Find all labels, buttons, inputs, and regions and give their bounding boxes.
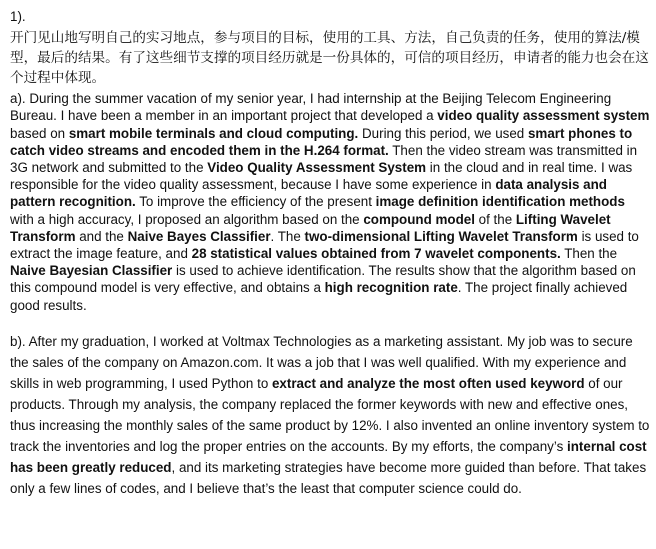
text-run: in the cloud and in real time. I was responsible for the video quality assessment, because I have some experience in [10,160,633,193]
bold-run: Naive Bayesian Classifier [10,263,173,279]
bold-run: 28 statistical values obtained from 7 wavelet components. [191,246,561,262]
text-run: b). After my graduation, I worked at Voltmax Technologies as a marketing assistant. My job was to secure the sales of the company on Amazon.com. It was a job that I was well qualified. With my experience and skills in web programming, I used Python to [10,333,633,391]
text-run: of our products. Through my analysis, the company replaced the former keywords with new and effective ones, thus increasing the monthly sales of the same product by 12%. I also invented an online inventory system to track the inventories and log the proper entries on the accounts. By my efforts, the company’s [10,375,650,454]
text-run: based on [10,125,69,141]
paragraph-b [10,331,650,499]
text-run: , and its marketing strategies have become more guided than before. That takes only a few lines of codes, and I believe that’s the least that computer science could do. [10,459,647,496]
bold-run: two-dimensional Lifting Wavelet Transform [304,228,578,244]
text-run: with a high accuracy, I proposed an algorithm based on the [10,211,364,227]
bold-run: video quality assessment system [437,108,650,124]
paragraph-a [10,90,650,314]
chinese-intro-paragraph: 开门见山地写明自己的实习地点，参与项目的目标，使用的工具、方法，自己负责的任务，使用的算法/模型，最后的结果。有了这些细节支撑的项目经历就是一份具体的，可信的项目经历，申请者的能力也会在这个过程中体现。 [10,30,649,87]
text-run: is used to extract the image feature, and [10,228,639,262]
bold-run: high recognition rate [324,280,458,296]
bold-run: image definition identification methods [375,194,625,210]
text-run: . The project finally achieved good results. [10,280,628,313]
text-run: a). During the summer vacation of my senior year, I had internship at the Beijing Telecom Engineering Bureau. I have been a member in an important project that developed a [10,91,612,124]
text-run: To improve the efficiency of the present [135,194,376,210]
bold-run: Naive Bayes Classifier [127,228,271,244]
text-run: Then the [560,246,618,262]
bold-run: compound model [363,211,475,227]
text-run: and the [75,228,128,244]
text-run: of the [474,211,516,227]
bold-run: Lifting Wavelet Transform [10,211,611,244]
bold-run: smart mobile terminals and cloud computing. [68,125,359,141]
section-number: 1). [10,9,26,24]
text-run: During this period, we used [358,125,528,141]
bold-run: Video Quality Assessment System [207,160,427,176]
bold-run: internal cost has been greatly reduced [10,438,647,475]
text-run: is used to achieve identification. The results show that the algorithm based on this compound model is very effective, and obtains a [10,263,636,296]
text-run: Then the video stream was transmitted in 3G network and submitted to the [10,142,638,176]
bold-run: extract and analyze the most often used keyword [271,375,585,391]
bold-run: smart phones to catch video streams and encoded them in the H.264 format. [10,125,633,158]
text-run: . The [270,228,305,244]
bold-run: data analysis and pattern recognition. [10,177,607,210]
